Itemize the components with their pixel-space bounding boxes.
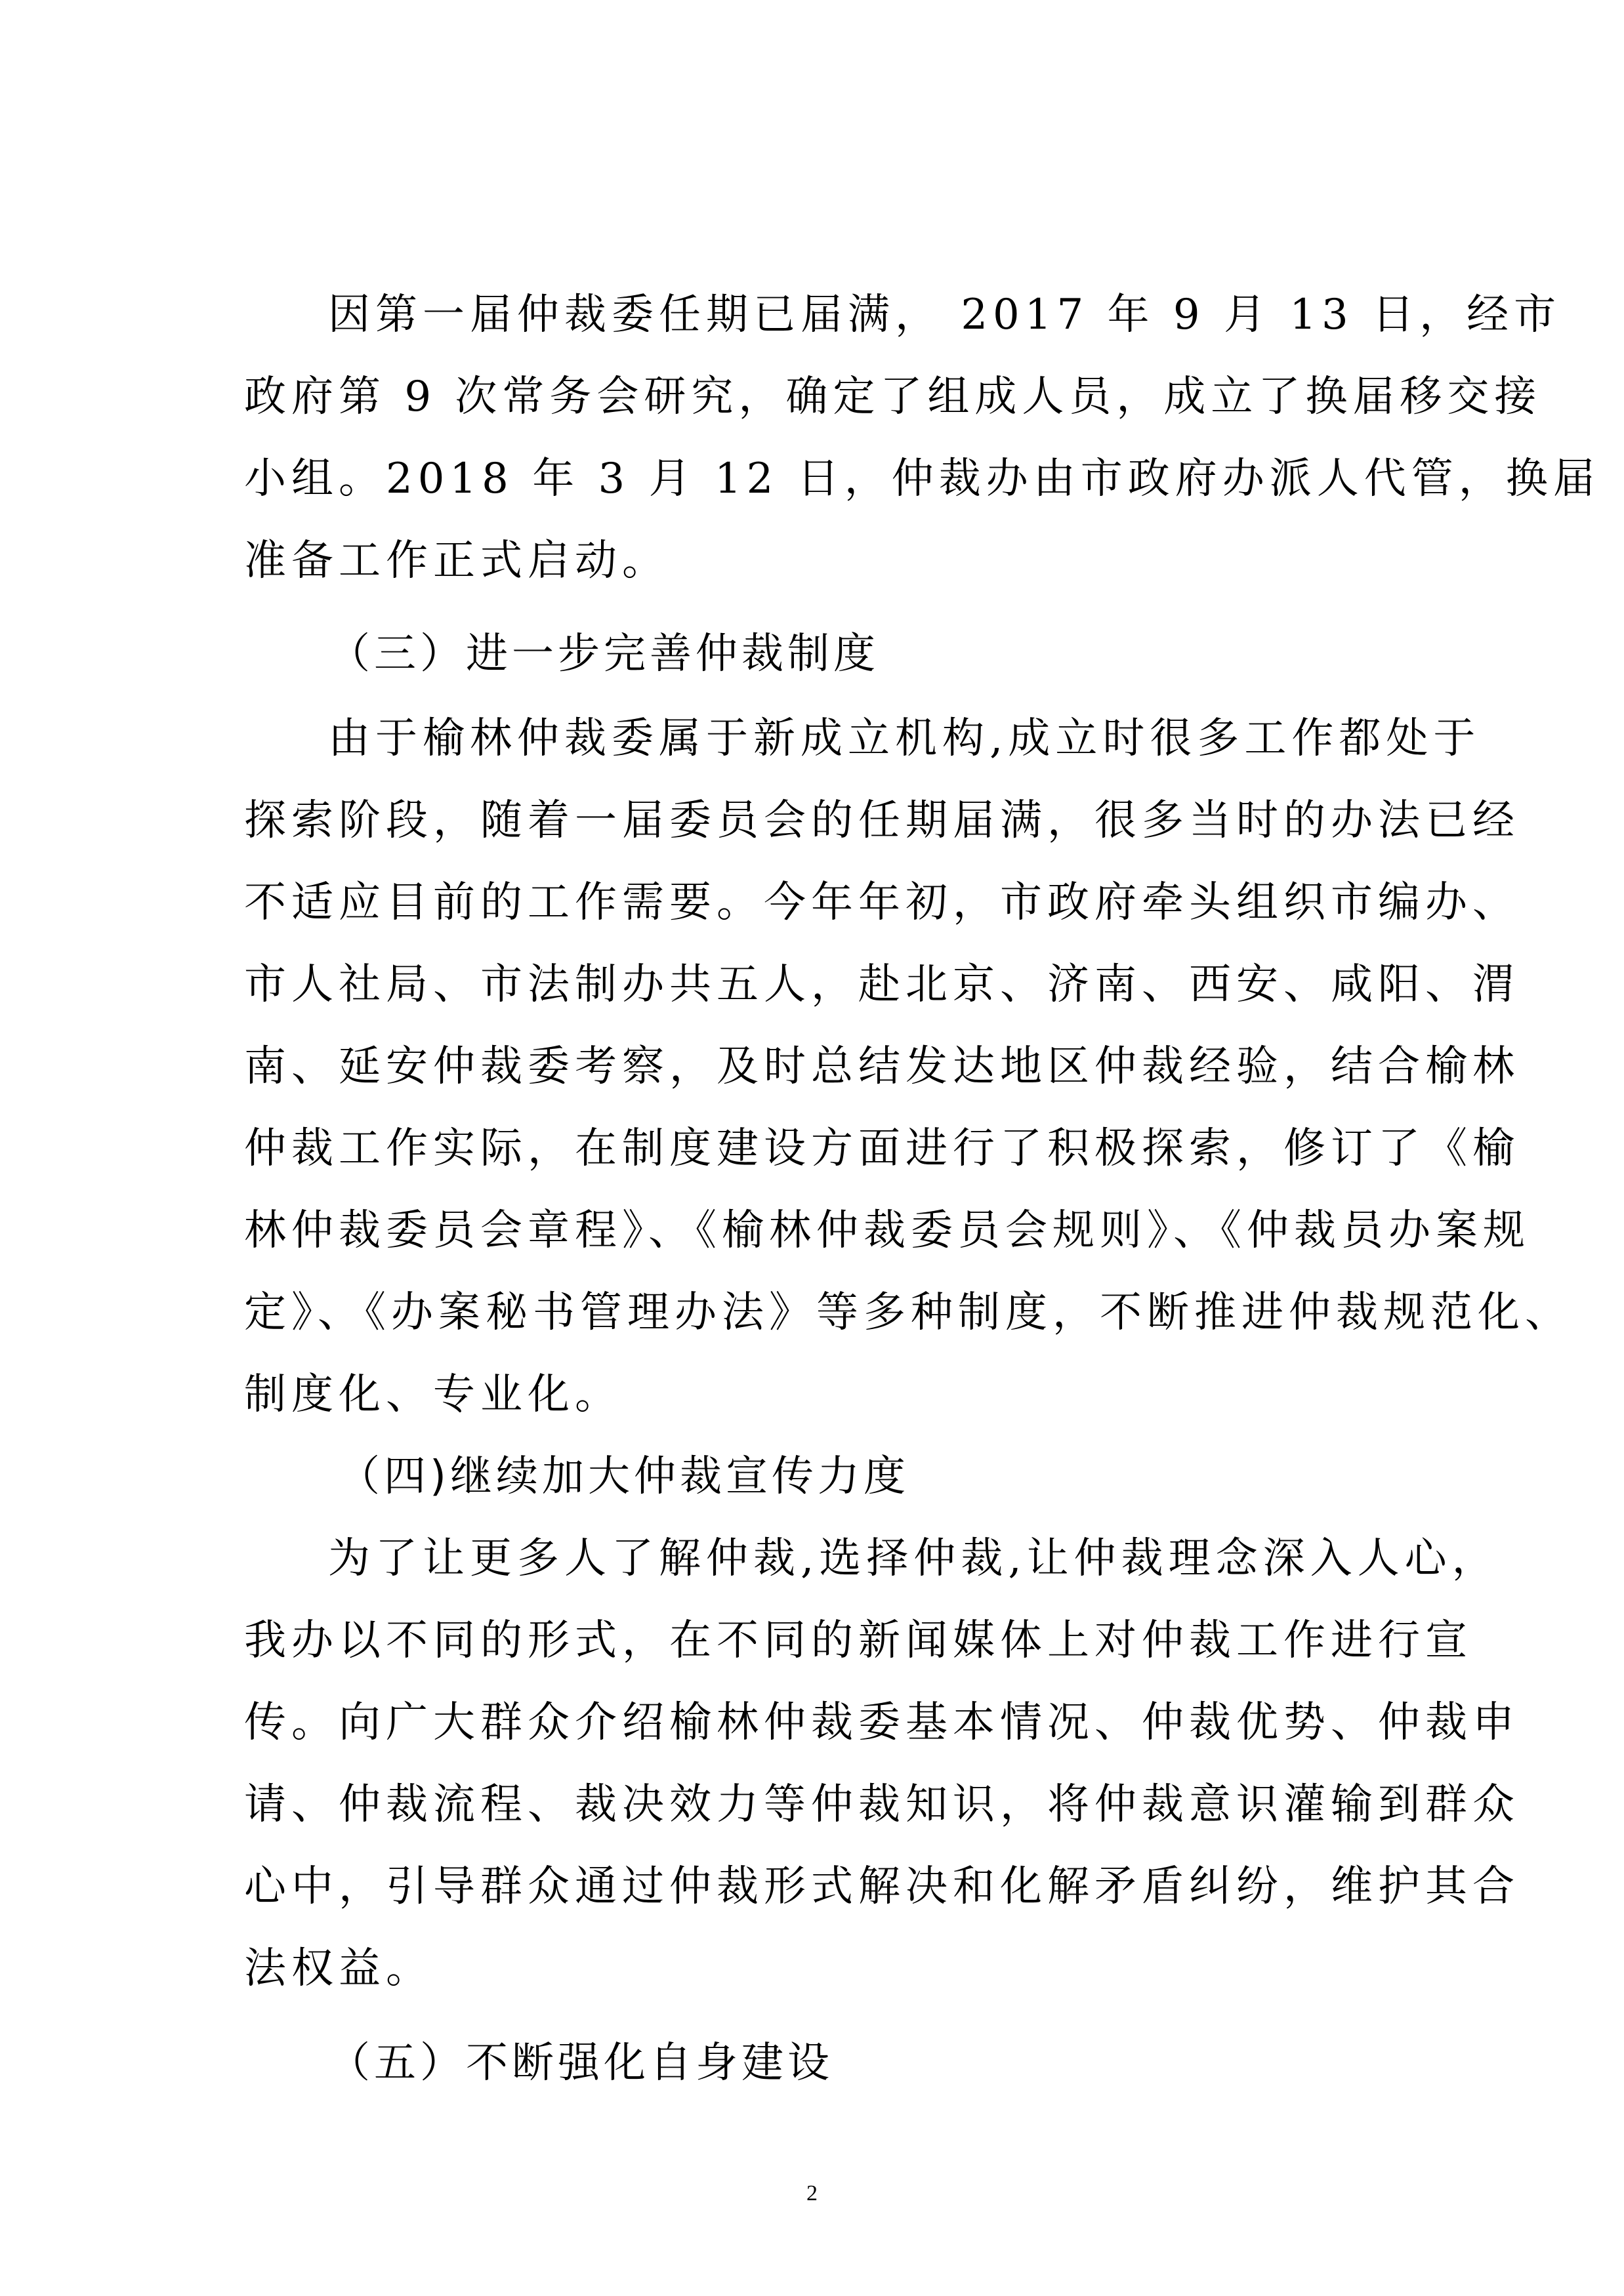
text-line: 传。向广大群众介绍榆林仲裁委基本情况、仲裁优势、仲裁申: [244, 1698, 1520, 1747]
text-line: 制度化、专业化。: [244, 1370, 622, 1419]
text-line: 心中，引导群众通过仲裁形式解决和化解矛盾纠纷，维护其合: [244, 1862, 1520, 1911]
text-line: 定》、《办案秘书管理办法》等多种制度，不断推进仲裁规范化、: [244, 1288, 1572, 1337]
text-line: 林仲裁委员会章程》、《榆林仲裁委员会规则》、《仲裁员办案规: [244, 1206, 1530, 1255]
page-number: 2: [806, 2181, 818, 2205]
text-line: 为了让更多人了解仲裁,选择仲裁,让仲裁理念深入人心，: [328, 1534, 1499, 1583]
text-line: 请、仲裁流程、裁决效力等仲裁知识，将仲裁意识灌输到群众: [244, 1780, 1520, 1829]
text-line: 小组。2018 年 3 月 12 日，仲裁办由市政府办派人代管，换届: [244, 455, 1600, 503]
text-line: 不适应目前的工作需要。今年年初，市政府牵头组织市编办、: [244, 878, 1520, 927]
text-line: 南、延安仲裁委考察，及时总结发达地区仲裁经验，结合榆林: [244, 1042, 1520, 1091]
text-line: 探索阶段，随着一届委员会的任期届满，很多当时的办法已经: [244, 796, 1520, 845]
text-line: 政府第 9 次常务会研究，确定了组成人员，成立了换届移交接: [244, 373, 1542, 421]
text-line: 由于榆林仲裁委属于新成立机构,成立时很多工作都处于: [328, 714, 1481, 763]
section-heading-5: （五）不断强化自身建设: [328, 2039, 833, 2087]
text-line: 法权益。: [244, 1944, 433, 1993]
text-line: 因第一届仲裁委任期已届满， 2017 年 9 月 13 日，经市: [328, 291, 1562, 339]
text-line: 我办以不同的形式，在不同的新闻媒体上对仲裁工作进行宣: [244, 1616, 1472, 1665]
text-line: 准备工作正式启动。: [244, 537, 669, 585]
text-line: 仲裁工作实际，在制度建设方面进行了积极探索，修订了《榆: [244, 1124, 1520, 1173]
section-heading-4: （四)继续加大仲裁宣传力度: [338, 1452, 909, 1501]
section-heading-3: （三）进一步完善仲裁制度: [328, 630, 879, 678]
text-line: 市人社局、市法制办共五人，赴北京、济南、西安、咸阳、渭: [244, 960, 1520, 1009]
